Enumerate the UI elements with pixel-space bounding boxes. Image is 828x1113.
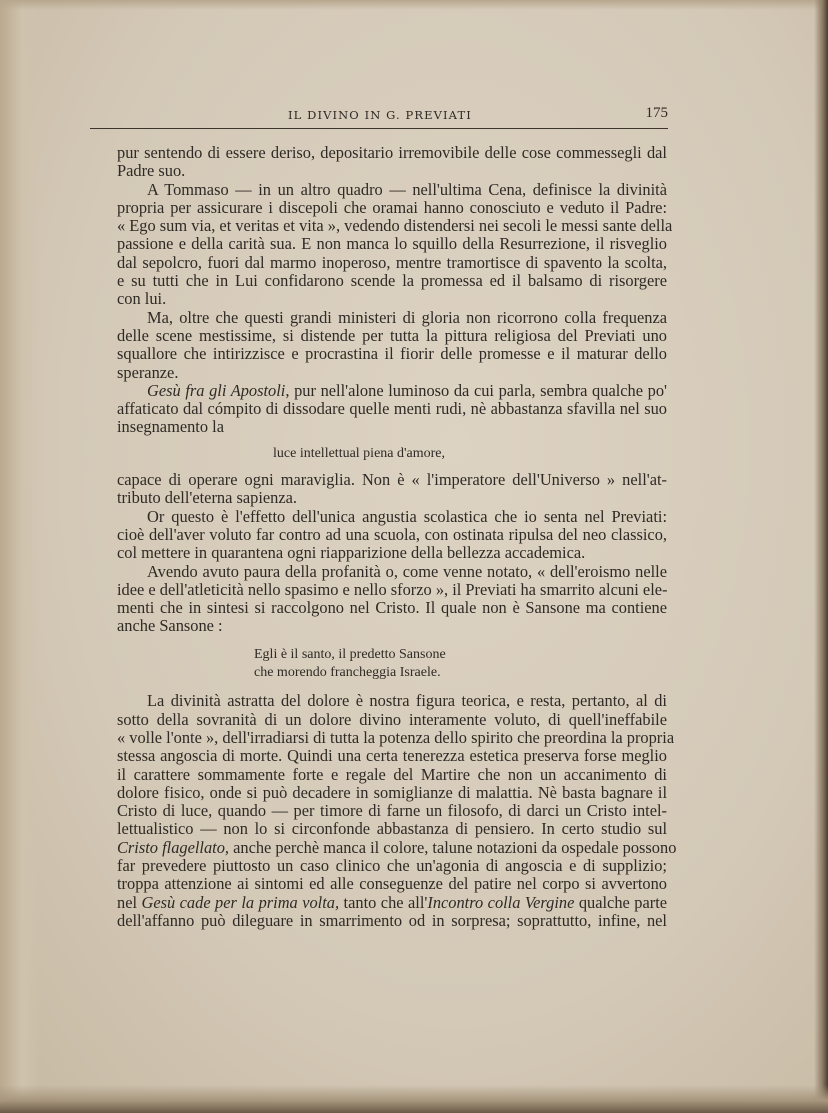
text-line: affaticato dal cómpito di dissodare quelle menti rudi, nè abbastanza sfavilla nel suo xyxy=(117,399,667,419)
text-line: con lui. xyxy=(117,289,167,309)
text-line: stessa angoscia di morte. Quindi una certa tenerezza estetica preserva forse meglio xyxy=(117,746,667,766)
text-line: « Ego sum via, et veritas et vita », vedendo distendersi nei secoli le messi sante della xyxy=(117,216,673,236)
verse-line: Egli è il santo, il predetto Sansone xyxy=(254,646,446,662)
text-line: nel Gesù cade per la prima volta, tanto che all'Incontro colla Vergine qualche parte xyxy=(117,892,668,912)
text-line: A Tommaso — in un altro quadro — nell'ultima Cena, definisce la divinità xyxy=(147,179,667,199)
text-line: propria per assicurare i discepoli che oramai hanno conosciuto e veduto il Padre: xyxy=(117,197,667,217)
text-line: far prevedere piuttosto un caso clinico che un'agonia di angoscia e di supplizio; xyxy=(117,855,667,875)
text-line: « volle l'onte », dell'irradiarsi di tutta la potenza dello spirito che preordina la propria xyxy=(117,727,675,747)
page-number: 175 xyxy=(645,105,668,121)
running-head-title: IL DIVINO IN G. PREVIATI xyxy=(288,108,472,122)
artwork-title: Gesù fra gli Apostoli xyxy=(147,380,286,400)
text-line: lettualistico — non lo si circonfonde abbastanza di pensiero. In certo studio sul xyxy=(117,819,667,839)
text-line: capace di operare ogni maraviglia. Non è « l'imperatore dell'Universo » nell'at- xyxy=(117,470,667,490)
text-line: Or questo è l'effetto dell'unica angustia scolastica che io senta nel Previati: xyxy=(147,506,667,526)
text-line: sotto della sovranità di un dolore divino interamente voluto, di quell'ineffabile xyxy=(117,709,667,729)
text-line: Ma, oltre che questi grandi ministeri di gloria non ricorrono colla frequenza xyxy=(147,307,667,327)
body-text xyxy=(117,143,677,930)
text-line: cioè dell'aver voluto far contro ad una scuola, con ostinata ripulsa del neo classico, xyxy=(117,524,667,544)
text-line: delle scene mestissime, si distende per tutta la pittura religiosa del Previati uno xyxy=(117,325,667,345)
text-line: menti che in sintesi si raccolgono nel Cristo. Il quale non è Sansone ma contiene xyxy=(117,598,667,618)
text-line: La divinità astratta del dolore è nostra figura teorica, e resta, pertanto, al di xyxy=(147,691,667,711)
artwork-title: Gesù cade per la prima volta, xyxy=(141,892,340,912)
text-line: Cristo di luce, quando — per timore di farne un filosofo, di darci un Cristo intel- xyxy=(117,801,667,821)
book-spine-shadow xyxy=(0,0,40,1113)
text-line: dell'affanno può dileguare in smarrimento od in sorpresa; soprattutto, infine, nel xyxy=(117,910,667,930)
page-top-edge xyxy=(0,0,828,10)
text-line: Avendo avuto paura della profanità o, come venne notato, « dell'eroismo nelle xyxy=(147,561,667,581)
text-line: insegnamento la xyxy=(117,417,224,437)
text-line: pur sentendo di essere deriso, depositario irremovibile delle cose commessegli dal xyxy=(117,143,667,162)
text-line: il carattere sommamente forte e regale del Martire che non un accanimento di xyxy=(117,764,667,784)
verse-line: luce intellettual piena d'amore, xyxy=(273,445,446,461)
artwork-title: Incontro colla Vergine xyxy=(427,892,575,912)
artwork-title: Cristo flagellato, xyxy=(117,837,230,857)
page-bottom-edge xyxy=(0,1085,828,1113)
page-right-edge xyxy=(814,0,828,1113)
text-line: passione e della carità sua. E non manca lo squillo della Resurrezione, il risveglio xyxy=(117,234,667,254)
text-line: dal sepolcro, fuori dal marmo inoperoso, mentre tramortisce di spavento la scolta, xyxy=(117,252,667,272)
text-line: dolore fisico, onde si può decadere in somiglianze di malattia. Nè basta bagnare il xyxy=(117,782,667,802)
text-line: idee e dell'atleticità nello spasimo e nello sforzo », il Previati ha smarrito alcuni ele- xyxy=(117,579,668,599)
text-line: col mettere in quarantena ogni riapparizione della bellezza accademica. xyxy=(117,543,586,563)
text-line: e su tutti che in Lui confidarono scende la promessa ed il balsamo di risorgere xyxy=(117,271,667,291)
text-line: Cristo flagellato, anche perchè manca il colore, talune notazioni da ospedale possono xyxy=(117,837,677,857)
text-line: tributo dell'eterna sapienza. xyxy=(117,488,297,508)
text-line: speranze. xyxy=(117,362,179,382)
text-line: Padre suo. xyxy=(117,161,186,181)
text-line: troppa attenzione ai sintomi ed alle conseguenze del patire nel corpo si avvertono xyxy=(117,874,667,894)
text-line: Gesù fra gli Apostoli, pur nell'alone luminoso da cui parla, sembra qualche po' xyxy=(147,380,667,400)
text-line: squallore che intirizzisce e procrastina il fiorir delle promesse e il maturar dello xyxy=(117,344,667,364)
verse-line: che morendo francheggia Israele. xyxy=(254,665,441,681)
running-head xyxy=(90,106,668,129)
text-line: anche Sansone : xyxy=(117,616,223,636)
